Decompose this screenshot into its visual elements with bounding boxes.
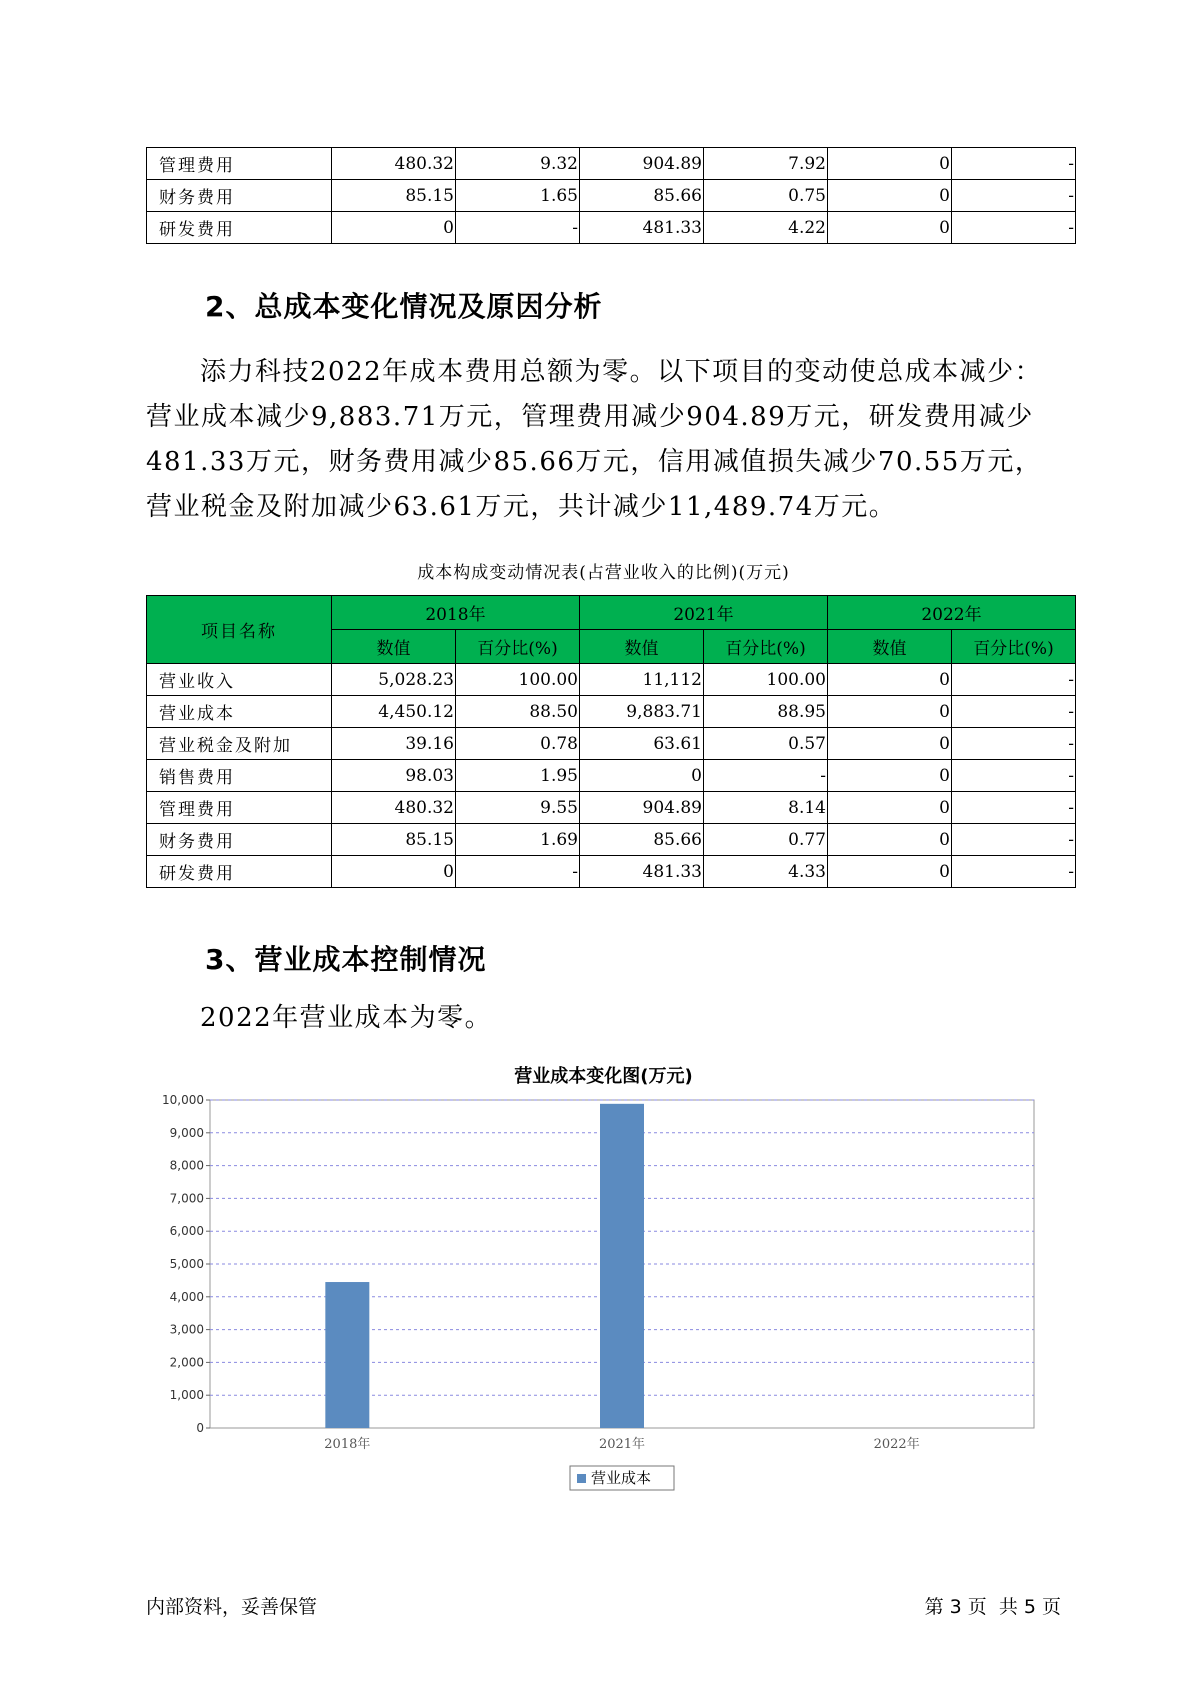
table-row — [147, 664, 1076, 696]
x-tick-label: 2021年 — [598, 1437, 646, 1452]
cell-p2018: 1.65 — [456, 180, 580, 212]
cell-p2022: - — [952, 148, 1076, 180]
cell-p2022: - — [952, 696, 1076, 728]
cell-p2018: 0.78 — [456, 728, 580, 760]
cell-p2018: 1.69 — [456, 824, 580, 856]
row-label: 研发费用 — [147, 856, 332, 888]
top-table-body — [147, 148, 1076, 244]
cell-v2018: 0 — [332, 856, 456, 888]
header-year-2018: 2018年 — [332, 596, 580, 630]
header-year-2021: 2021年 — [580, 596, 828, 630]
cell-v2018: 0 — [332, 212, 456, 244]
legend-swatch — [577, 1474, 586, 1483]
cost-bar-chart — [160, 1092, 1040, 1512]
cell-v2018: 85.15 — [332, 180, 456, 212]
cell-p2022: - — [952, 180, 1076, 212]
table-row — [147, 212, 1076, 244]
cell-v2021: 11,112 — [580, 664, 704, 696]
cell-p2022: - — [952, 792, 1076, 824]
row-label: 营业成本 — [147, 696, 332, 728]
bar-1 — [325, 1282, 369, 1428]
row-label: 研发费用 — [147, 212, 332, 244]
y-tick-label: 4,000 — [169, 1289, 204, 1304]
chart-title: 营业成本变化图(万元) — [514, 1066, 693, 1087]
y-tick-label: 9,000 — [169, 1125, 204, 1140]
y-tick-label: 2,000 — [169, 1355, 204, 1370]
table-row — [147, 180, 1076, 212]
table-header — [147, 596, 1076, 664]
cell-p2022: - — [952, 664, 1076, 696]
bar-2 — [600, 1104, 644, 1428]
cell-p2018: - — [456, 212, 580, 244]
cost-structure-table — [146, 595, 1076, 888]
cell-v2022: 0 — [828, 792, 952, 824]
footer-page-number: 第 3 页 共 5 页 — [924, 1596, 1061, 1618]
table-row — [147, 696, 1076, 728]
cost-table-body — [147, 664, 1076, 888]
cell-p2021: 0.75 — [704, 180, 828, 212]
cell-p2022: - — [952, 760, 1076, 792]
header-pct-2018: 百分比(%) — [456, 630, 580, 664]
section-2-heading: 2、总成本变化情况及原因分析 — [205, 290, 603, 323]
section-3-heading: 3、营业成本控制情况 — [205, 943, 487, 976]
header-value-2021: 数值 — [580, 630, 704, 664]
y-tick-label: 6,000 — [169, 1224, 204, 1239]
cell-v2021: 904.89 — [580, 148, 704, 180]
y-tick-label: 5,000 — [169, 1257, 204, 1271]
cell-v2022: 0 — [828, 212, 952, 244]
cell-p2018: 100.00 — [456, 664, 580, 696]
section-2-paragraph: 添力科技2022年成本费用总额为零。以下项目的变动使总成本减少：营业成本减少9,883.71万元，管理费用减少904.89万元，研发费用减少481.33万元，财务费用减少85.66万元，信用减值损失减少70.55万元，营业税金及附加减少63.61万元，共计减少11,489.74万元。 — [146, 357, 1043, 522]
row-label: 财务费用 — [147, 180, 332, 212]
cell-v2022: 0 — [828, 148, 952, 180]
cell-p2021: 4.33 — [704, 856, 828, 888]
row-label: 营业收入 — [147, 664, 332, 696]
header-pct-2022: 百分比(%) — [952, 630, 1076, 664]
row-label: 管理费用 — [147, 792, 332, 824]
table-row — [147, 792, 1076, 824]
cell-v2018: 480.32 — [332, 148, 456, 180]
cell-v2022: 0 — [828, 728, 952, 760]
cell-p2021: 0.77 — [704, 824, 828, 856]
cell-p2018: 9.32 — [456, 148, 580, 180]
cell-v2022: 0 — [828, 856, 952, 888]
x-tick-label: 2018年 — [324, 1437, 371, 1452]
row-label: 管理费用 — [147, 148, 332, 180]
table-row — [147, 760, 1076, 792]
y-tick-label: 10,000 — [162, 1093, 204, 1107]
table-row — [147, 728, 1076, 760]
cell-v2021: 63.61 — [580, 728, 704, 760]
cell-v2018: 5,028.23 — [332, 664, 456, 696]
cell-v2018: 85.15 — [332, 824, 456, 856]
cell-v2021: 0 — [580, 760, 704, 792]
cell-p2021: 4.22 — [704, 212, 828, 244]
table-caption: 成本构成变动情况表(占营业收入的比例)(万元) — [417, 563, 790, 583]
cell-v2021: 85.66 — [580, 180, 704, 212]
top-cost-table — [146, 147, 1076, 244]
cell-p2018: 88.50 — [456, 696, 580, 728]
y-tick-label: 0 — [196, 1421, 204, 1435]
y-tick-label: 1,000 — [169, 1388, 204, 1403]
cell-v2022: 0 — [828, 696, 952, 728]
y-tick-label: 8,000 — [169, 1158, 204, 1173]
cell-v2018: 39.16 — [332, 728, 456, 760]
cell-v2022: 0 — [828, 180, 952, 212]
header-value-2022: 数值 — [828, 630, 952, 664]
cell-v2021: 904.89 — [580, 792, 704, 824]
cell-p2022: - — [952, 212, 1076, 244]
y-tick-label: 3,000 — [169, 1322, 204, 1337]
cell-p2022: - — [952, 728, 1076, 760]
section-3-paragraph: 2022年营业成本为零。 — [200, 1003, 493, 1033]
cell-v2022: 0 — [828, 760, 952, 792]
cell-p2018: 1.95 — [456, 760, 580, 792]
footer-confidential: 内部资料，妥善保管 — [146, 1596, 318, 1618]
cell-p2021: 0.57 — [704, 728, 828, 760]
cell-v2021: 481.33 — [580, 856, 704, 888]
table-row — [147, 824, 1076, 856]
cell-v2022: 0 — [828, 664, 952, 696]
header-pct-2021: 百分比(%) — [704, 630, 828, 664]
y-tick-label: 7,000 — [169, 1191, 204, 1206]
cell-p2021: 100.00 — [704, 664, 828, 696]
cell-p2018: - — [456, 856, 580, 888]
table-row — [147, 856, 1076, 888]
cell-v2022: 0 — [828, 824, 952, 856]
row-label: 销售费用 — [147, 760, 332, 792]
table-row — [147, 148, 1076, 180]
cell-p2021: 88.95 — [704, 696, 828, 728]
legend-label: 营业成本 — [591, 1469, 652, 1487]
cell-v2021: 85.66 — [580, 824, 704, 856]
x-tick-label: 2022年 — [873, 1437, 920, 1452]
cell-p2018: 9.55 — [456, 792, 580, 824]
cell-p2022: - — [952, 824, 1076, 856]
header-value-2018: 数值 — [332, 630, 456, 664]
cell-v2018: 98.03 — [332, 760, 456, 792]
cell-v2021: 481.33 — [580, 212, 704, 244]
row-label: 营业税金及附加 — [147, 728, 332, 760]
cell-p2021: 8.14 — [704, 792, 828, 824]
cell-p2021: - — [704, 760, 828, 792]
cell-v2021: 9,883.71 — [580, 696, 704, 728]
header-item-name: 项目名称 — [147, 596, 332, 664]
cell-v2018: 4,450.12 — [332, 696, 456, 728]
cell-p2021: 7.92 — [704, 148, 828, 180]
cell-p2022: - — [952, 856, 1076, 888]
cell-v2018: 480.32 — [332, 792, 456, 824]
row-label: 财务费用 — [147, 824, 332, 856]
header-year-2022: 2022年 — [828, 596, 1076, 630]
